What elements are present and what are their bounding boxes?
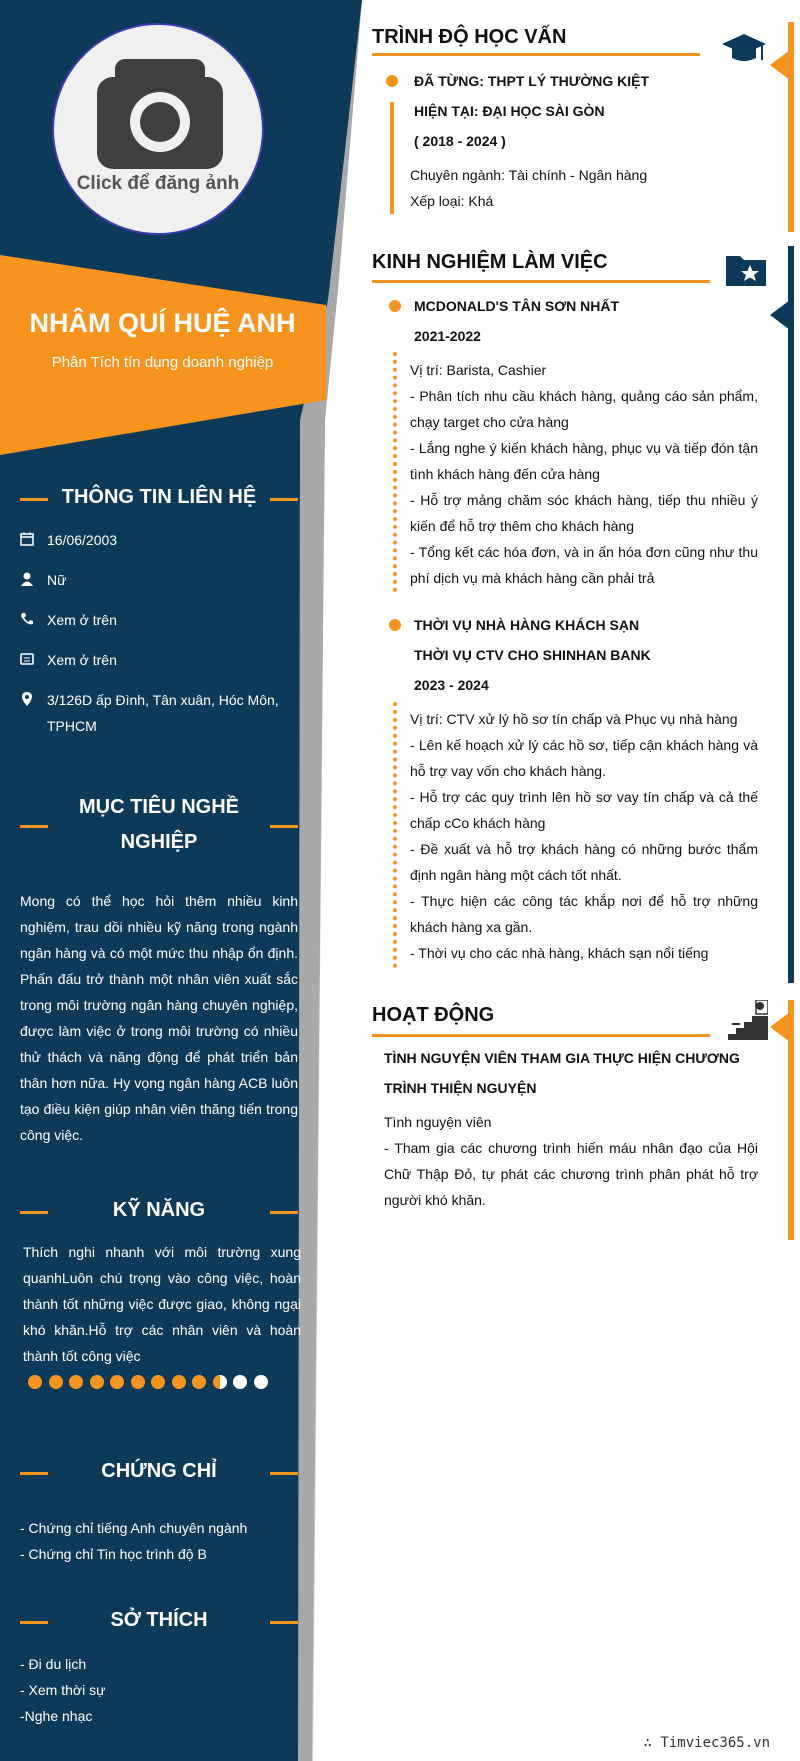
job-detail-line: - Đề xuất và hỗ trợ khách hàng có những bước thẩm định ngân hàng một cách tốt nhất.: [410, 841, 758, 883]
skill-rating-dot: [233, 1375, 247, 1389]
job-1-timeline: [393, 352, 397, 592]
skill-rating-dot: [90, 1375, 104, 1389]
skill-rating-dot: [254, 1375, 268, 1389]
job-detail-line: - Tổng kết các hóa đơn, và in ấn hóa đơn cũng như thu phí dịch vụ mà khách hàng cần phải trả: [410, 544, 758, 586]
experience-heading: KINH NGHIỆM LÀM VIỆC: [372, 251, 608, 273]
skills-heading: KỸ NĂNG: [20, 1193, 298, 1228]
activity-description: - Tham gia các chương trình hiến máu nhân đạo của Hội Chữ Thập Đỏ, tự phát các chương trình phân phát hỗ trợ người khó khăn.: [384, 1140, 758, 1208]
job-2-timeline: [393, 702, 397, 968]
footer-brand[interactable]: ∴ Timviec365.vn: [643, 1735, 770, 1751]
education-underline: [372, 53, 700, 56]
phone-icon: [20, 612, 34, 626]
skill-rating-dot: [151, 1375, 165, 1389]
job-2-details: [410, 706, 758, 966]
objective-heading: MỤC TIÊU NGHỀ NGHIỆP: [20, 790, 298, 860]
list-item: -Nghe nhạc: [20, 1708, 93, 1724]
user-icon: [20, 572, 34, 586]
skills-text: Thích nghi nhanh với môi trường xung quanhLuôn chú trọng vào công việc, hoàn thành tốt những việc được giao, không ngại khó khăn.Hỗ trợ các nhân viên và hoàn thành tốt công việc: [23, 1244, 301, 1364]
activity-title-line-1: TÌNH NGUYỆN VIÊN THAM GIA THỰC HIỆN CHƯƠNG: [384, 1050, 740, 1066]
job-1-company: MCDONALD'S TÂN SƠN NHẤT: [414, 298, 620, 314]
job-detail-line: - Lên kế hoạch xử lý các hồ sơ, tiếp cận khách hàng và hỗ trợ vay vốn cho khách hàng.: [410, 737, 758, 779]
education-previous: ĐÃ TỪNG: THPT LÝ THƯỜNG KIỆT: [414, 73, 650, 89]
skill-rating-dot: [69, 1375, 83, 1389]
job-detail-line: Vị trí: Barista, Cashier: [410, 362, 547, 378]
contact-email: Xem ở trên: [20, 647, 300, 673]
edge-arrow-experience: [770, 300, 790, 330]
skill-rating-dot: [172, 1375, 186, 1389]
job-2-company: THỜI VỤ NHÀ HÀNG KHÁCH SẠN: [414, 617, 640, 633]
edge-arrow-activities: [770, 1012, 790, 1042]
stairs-person-icon: [728, 1000, 768, 1040]
job-detail-line: - Hỗ trợ mảng chăm sóc khách hàng, tiếp thu nhiều ý kiến để hỗ trợ thêm cho khách hàng: [410, 492, 758, 534]
education-timeline: [390, 102, 394, 214]
list-item: - Xem thời sự: [20, 1682, 106, 1698]
job-detail-line: - Lắng nghe ý kiến khách hàng, phục vụ và tiếp đón tận tình khách hàng đến cửa hàng: [410, 440, 758, 482]
education-grade: Xếp loại: Khá: [410, 193, 494, 209]
education-major: Chuyên ngành: Tài chính - Ngân hàng: [410, 167, 648, 183]
job-detail-line: - Phân tích nhu cầu khách hàng, quảng cáo sản phẩm, chạy target cho cửa hàng: [410, 388, 758, 430]
job-detail-line: - Hỗ trợ các quy trình lên hồ sơ vay tín chấp và cả thế chấp cCo khách hàng: [410, 789, 758, 831]
contact-phone: Xem ở trên: [20, 607, 300, 633]
education-current: HIỆN TẠI: ĐẠI HỌC SÀI GÒN: [414, 103, 605, 119]
job-2-period: 2023 - 2024: [414, 677, 489, 693]
education-heading: TRÌNH ĐỘ HỌC VẤN: [372, 26, 567, 48]
hobbies-heading: SỞ THÍCH: [20, 1603, 298, 1638]
location-icon: [20, 692, 34, 706]
profile-photo-placeholder[interactable]: [52, 23, 264, 235]
skill-rating-dot: [49, 1375, 63, 1389]
skill-rating-dot: [28, 1375, 42, 1389]
job-2-company-2: THỜI VỤ CTV CHO SHINHAN BANK: [414, 647, 651, 663]
skill-rating-dot: [192, 1375, 206, 1389]
contact-birthday: 16/06/2003: [20, 527, 300, 553]
camera-icon: [97, 59, 223, 169]
list-item: - Chứng chỉ Tin học trình độ B: [20, 1546, 207, 1562]
education-bullet: [386, 75, 398, 87]
contact-list: [20, 527, 300, 739]
contact-heading: THÔNG TIN LIÊN HỆ: [20, 480, 298, 515]
skill-rating-dot: [110, 1375, 124, 1389]
job-1-period: 2021-2022: [414, 328, 481, 344]
candidate-name: NHÂM QUÍ HUỆ ANH: [29, 308, 296, 338]
list-item: - Chứng chỉ tiếng Anh chuyên ngành: [20, 1520, 248, 1536]
experience-underline: [372, 280, 710, 283]
sparkle-icon: ∴: [643, 1735, 652, 1751]
list-item: - Đi du lịch: [20, 1656, 87, 1672]
skill-rating-dot: [131, 1375, 145, 1389]
contact-gender: Nữ: [20, 567, 300, 593]
edge-bar-experience: [788, 246, 794, 983]
job-detail-line: Vị trí: CTV xử lý hồ sơ tín chấp và Phục vụ nhà hàng: [410, 711, 738, 727]
job-1-details: [410, 357, 758, 591]
activities-underline: [372, 1034, 710, 1037]
job-detail-line: - Thực hiện các công tác khắp nơi để hỗ trợ những khách hàng xa gần.: [410, 893, 758, 935]
job-1-bullet: [389, 300, 401, 312]
candidate-role: Phân Tích tín dụng doanh nghiệp: [51, 354, 274, 371]
graduation-cap-icon: [722, 30, 766, 66]
edge-arrow-education: [770, 50, 790, 80]
contact-address: 3/126D ấp Đình, Tân xuân, Hóc Môn, TPHCM: [20, 687, 300, 739]
email-icon: [20, 652, 34, 666]
activities-heading: HOẠT ĐỘNG: [372, 1004, 495, 1026]
job-detail-line: - Thời vụ cho các nhà hàng, khách sạn nổi tiếng: [410, 945, 709, 961]
education-period: ( 2018 - 2024 ): [414, 133, 506, 149]
activity-role: Tình nguyện viên: [384, 1114, 492, 1130]
objective-text: Mong có thể học hỏi thêm nhiều kinh nghiệm, trau dồi nhiều kỹ năng trong ngành ngân hàng và có một mức thu nhập ổn định. Phấn đấu trở thành một nhân viên xuất sắc trong môi trường ngân hàng chuyên nghiệp, được làm việc ở trong môi trường có nhiều thử thách và năng động để phát triển bản thân hơn nữa. Hy vọng ngân hàng ACB luôn tạo điều kiện giúp nhân viên thăng tiến trong công việc.: [20, 893, 298, 1143]
job-2-bullet: [389, 619, 401, 631]
photo-caption: Click để đăng ảnh: [76, 173, 240, 194]
activity-title-line-2: TRÌNH THIỆN NGUYỆN: [384, 1080, 537, 1096]
hobbies-list: [20, 1651, 300, 1729]
certificates-list: [20, 1515, 300, 1567]
folder-star-icon: [726, 252, 766, 288]
skill-rating-dot: [213, 1375, 227, 1389]
calendar-icon: [20, 532, 34, 546]
certificates-heading: CHỨNG CHỈ: [20, 1454, 298, 1489]
